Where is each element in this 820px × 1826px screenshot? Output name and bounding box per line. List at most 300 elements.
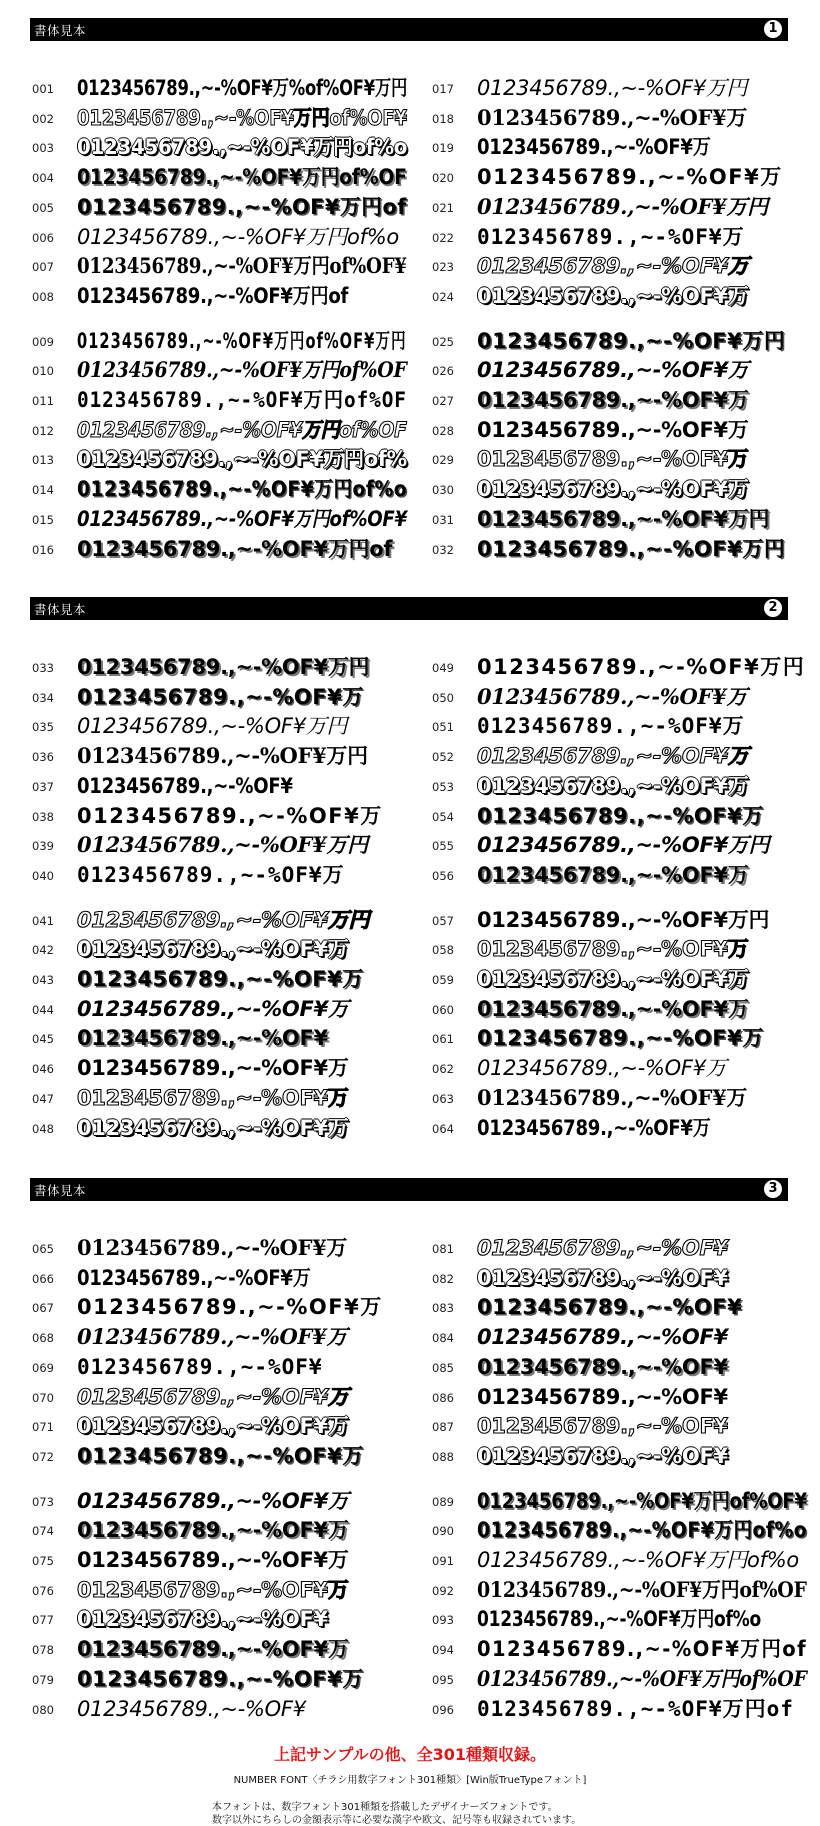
font-sample-text: 0123456789.,~-%OF¥万 bbox=[77, 1384, 349, 1409]
font-sample-text: 0123456789.,~-%OF¥万円of%OF bbox=[77, 388, 407, 412]
font-sample-text: 0123456789.,~-%OF¥万 bbox=[477, 683, 748, 709]
font-sample-row bbox=[432, 965, 812, 995]
font-number: 048 bbox=[32, 1121, 54, 1136]
font-sample-text: 0123456789.,~-%OF¥万円 bbox=[77, 714, 348, 739]
font-number: 012 bbox=[32, 423, 54, 438]
font-sample-text: 0123456789.,~-%OF¥万円 bbox=[477, 536, 786, 561]
font-number: 073 bbox=[32, 1494, 54, 1509]
font-sample-row bbox=[432, 223, 812, 253]
footer-note-2: 数字以外にちらしの金額表示等に必要な漢字や欧文、記号等も収録されています。 bbox=[212, 1815, 582, 1826]
font-sample-row bbox=[432, 505, 812, 535]
font-sample-text: 0123456789.,~-%OF¥万 bbox=[477, 388, 749, 412]
font-number: 028 bbox=[432, 423, 454, 438]
font-number: 066 bbox=[32, 1271, 54, 1286]
section-header-bar bbox=[30, 18, 788, 41]
font-sample-row bbox=[432, 193, 812, 223]
font-sample-text: 0123456789.,~-%OF¥万 bbox=[77, 1443, 364, 1468]
font-sample-row bbox=[432, 1293, 812, 1323]
font-number: 084 bbox=[432, 1331, 454, 1346]
font-number: 070 bbox=[32, 1390, 54, 1405]
font-sample-text: 0123456789.,~-%OF¥ bbox=[477, 1236, 728, 1260]
font-number: 076 bbox=[32, 1583, 54, 1598]
font-number: 044 bbox=[32, 1002, 54, 1017]
font-sample-row bbox=[432, 1383, 812, 1413]
font-number: 090 bbox=[432, 1524, 454, 1539]
font-sample-row bbox=[32, 1383, 412, 1413]
font-number: 069 bbox=[32, 1360, 54, 1375]
font-sample-row bbox=[32, 935, 412, 965]
font-number: 030 bbox=[432, 483, 454, 498]
font-sample-row bbox=[32, 1546, 412, 1576]
font-sample-text: 0123456789.,~-%OF¥万円 bbox=[77, 743, 368, 769]
section-number-badge: 2 bbox=[764, 599, 782, 617]
font-sample-row bbox=[32, 252, 412, 282]
font-number: 014 bbox=[32, 483, 54, 498]
section-number-badge: 3 bbox=[764, 1180, 782, 1198]
font-sample-text: 0123456789.,~-%OF¥万円 bbox=[477, 328, 786, 353]
font-number: 093 bbox=[432, 1613, 454, 1628]
font-sample-row bbox=[32, 1353, 412, 1383]
font-sample-row bbox=[32, 327, 412, 357]
font-sample-text: 0123456789.,~-%OF¥万 bbox=[77, 1488, 349, 1513]
font-sample-row bbox=[32, 1487, 412, 1517]
font-sample-row bbox=[432, 802, 812, 832]
font-number: 024 bbox=[432, 289, 454, 304]
font-number: 027 bbox=[432, 394, 454, 408]
font-sample-text: 0123456789.,~-%OF¥ bbox=[477, 1354, 728, 1379]
font-sample-text: 0123456789.,~-%OF¥万 bbox=[477, 358, 749, 383]
font-number: 010 bbox=[32, 364, 54, 379]
font-sample-text: 0123456789.,~-%OF¥万円of% bbox=[77, 447, 407, 472]
section-title: 書体見本 bbox=[34, 602, 87, 617]
font-number: 001 bbox=[32, 82, 54, 96]
font-number: 067 bbox=[32, 1301, 54, 1316]
font-number: 011 bbox=[32, 394, 54, 408]
font-sample-text: 0123456789.,~-%OF¥ bbox=[477, 1414, 728, 1439]
font-number: 049 bbox=[432, 661, 454, 675]
font-sample-row bbox=[32, 1323, 412, 1353]
font-number: 059 bbox=[432, 973, 454, 987]
font-sample-row bbox=[432, 163, 812, 193]
font-sample-text: 0123456789.,~-%OF¥万円 bbox=[77, 832, 368, 858]
font-sample-text: 0123456789.,~-%OF¥ bbox=[477, 1295, 743, 1320]
font-number: 065 bbox=[32, 1242, 54, 1256]
font-sample-row bbox=[32, 133, 412, 163]
font-sample-text: 0123456789.,~-%OF¥万 bbox=[77, 1056, 349, 1081]
section-title: 書体見本 bbox=[34, 23, 87, 38]
font-sample-text: 0123456789.,~-%OF¥万 bbox=[477, 417, 749, 442]
font-sample-row bbox=[432, 1412, 812, 1442]
font-number: 021 bbox=[432, 200, 454, 215]
font-sample-text: 0123456789.,~-%OF¥万 bbox=[477, 937, 749, 962]
font-number: 026 bbox=[432, 364, 454, 379]
font-sample-text: 0123456789.,~-%OF¥万 bbox=[77, 1518, 349, 1543]
font-sample-text: 0123456789.,~-%OF¥万円of bbox=[77, 283, 349, 308]
font-number: 071 bbox=[32, 1420, 54, 1435]
font-sample-row bbox=[432, 1635, 812, 1665]
font-sample-text: 0123456789.,~-%OF¥万 bbox=[77, 1115, 349, 1140]
font-number: 083 bbox=[432, 1301, 454, 1316]
font-number: 051 bbox=[432, 720, 454, 735]
section-header-bar bbox=[30, 597, 788, 620]
font-sample-row bbox=[432, 1353, 812, 1383]
font-sample-row bbox=[432, 1323, 812, 1353]
font-number: 032 bbox=[432, 542, 454, 557]
font-number: 089 bbox=[432, 1494, 454, 1509]
font-sample-text: 0123456789.,~-%OF¥万円 bbox=[477, 907, 770, 932]
font-sample-row bbox=[32, 1114, 412, 1144]
font-sample-text: 0123456789.,~-%OF¥万 bbox=[477, 744, 749, 769]
font-sample-row bbox=[432, 1234, 812, 1264]
font-sample-row bbox=[432, 1024, 812, 1054]
font-number: 036 bbox=[32, 750, 54, 765]
font-number: 022 bbox=[432, 230, 454, 245]
font-number: 078 bbox=[32, 1643, 54, 1658]
font-number: 094 bbox=[432, 1643, 454, 1658]
font-number: 055 bbox=[432, 839, 454, 854]
font-sample-row bbox=[432, 445, 812, 475]
font-sample-row bbox=[32, 1054, 412, 1084]
font-number: 092 bbox=[432, 1583, 454, 1598]
font-sample-text: 0123456789.,~-%OF¥万 bbox=[477, 862, 749, 887]
font-sample-row bbox=[32, 772, 412, 802]
font-sample-text: 0123456789.,~-%OF¥万 bbox=[477, 135, 711, 160]
font-sample-text: 0123456789.,~-%OF¥万円 bbox=[477, 506, 770, 531]
font-sample-row bbox=[32, 535, 412, 565]
font-sample-text: 0123456789.,~-%OF¥万円 bbox=[477, 655, 806, 679]
font-number: 039 bbox=[32, 839, 54, 854]
font-sample-row bbox=[432, 712, 812, 742]
font-sample-row bbox=[432, 653, 812, 683]
font-number: 045 bbox=[32, 1032, 54, 1047]
font-number: 006 bbox=[32, 230, 54, 245]
font-sample-text: 0123456789.,~-%OF¥万 bbox=[477, 1084, 748, 1110]
font-sample-row bbox=[432, 861, 812, 891]
font-sample-text: 0123456789.,~-%OF¥万 bbox=[477, 254, 749, 279]
font-sample-text: 0123456789.,~-%OF¥ bbox=[77, 773, 293, 798]
font-sample-text: 0123456789.,~-%OF¥万 bbox=[77, 1414, 349, 1439]
font-number: 052 bbox=[432, 750, 454, 765]
font-sample-text: 0123456789.,~-%OF¥ bbox=[77, 1607, 328, 1632]
font-sample-text: 0123456789.,~-%OF¥万 bbox=[77, 1295, 383, 1320]
font-sample-text: 0123456789.,~-%OF¥万円of%OF¥ bbox=[77, 506, 407, 531]
font-sample-row bbox=[432, 252, 812, 282]
font-sample-text: 0123456789.,~-%OF¥万 bbox=[77, 1324, 348, 1350]
font-sample-row bbox=[32, 683, 412, 713]
font-sample-text: 0123456789.,~-%OF¥万円 bbox=[77, 907, 370, 932]
font-sample-row bbox=[32, 386, 412, 416]
font-sample-text: 0123456789.,~-%OF¥ bbox=[77, 1354, 323, 1379]
font-number: 003 bbox=[32, 141, 54, 156]
font-sample-text: 0123456789.,~-%OF¥万円of%o bbox=[477, 1607, 761, 1632]
font-sample-text: 0123456789.,~-%OF¥万 bbox=[77, 1265, 311, 1290]
font-sample-text: 0123456789.,~-%OF¥ bbox=[477, 1325, 728, 1350]
font-number: 054 bbox=[432, 809, 454, 824]
font-sample-row bbox=[432, 1487, 812, 1517]
font-sample-text: 0123456789.,~-%OF¥万円 bbox=[477, 76, 748, 100]
font-sample-row bbox=[432, 1054, 812, 1084]
font-sample-text: 0123456789.,~-%OF¥万円of%o bbox=[77, 135, 408, 160]
font-sample-text: 0123456789.,~-%OF¥万 bbox=[77, 684, 364, 709]
font-sample-row bbox=[432, 935, 812, 965]
font-sample-text: 0123456789.,~-%OF¥万円of%OF bbox=[77, 357, 407, 383]
font-sample-text: 0123456789.,~-%OF¥万円 bbox=[77, 655, 370, 679]
font-sample-text: 0123456789.,~-%OF¥ bbox=[477, 1265, 728, 1290]
font-number: 096 bbox=[432, 1702, 454, 1717]
font-sample-text: 0123456789.,~-%OF¥万 bbox=[77, 1577, 349, 1602]
font-number: 004 bbox=[32, 171, 54, 186]
font-sample-row bbox=[32, 1605, 412, 1635]
font-sample-text: 0123456789.,~-%OF¥万 bbox=[77, 1548, 349, 1572]
font-sample-row bbox=[432, 831, 812, 861]
font-number: 017 bbox=[432, 82, 454, 96]
font-sample-row bbox=[32, 1293, 412, 1323]
font-sample-text: 0123456789.,~-%OF¥万円of%o bbox=[77, 224, 399, 249]
font-sample-text: 0123456789.,~-%OF¥万円 bbox=[477, 193, 768, 219]
footer-headline: 上記サンプルの他、全301種類収録。 bbox=[274, 1745, 546, 1764]
font-sample-row bbox=[32, 163, 412, 193]
font-number: 050 bbox=[432, 690, 454, 705]
font-number: 040 bbox=[32, 868, 54, 883]
font-sample-row bbox=[432, 535, 812, 565]
font-sample-text: 0123456789.,~-%OF¥万 bbox=[77, 996, 349, 1021]
font-sample-text: 0123456789.,~-%OF¥万円of%OF¥万円 bbox=[77, 328, 407, 353]
font-sample-row bbox=[32, 1084, 412, 1114]
font-sample-row bbox=[432, 133, 812, 163]
font-sample-row bbox=[32, 906, 412, 936]
font-sample-text: 0123456789.,~-%OF¥万円of%OF bbox=[77, 165, 407, 190]
font-number: 016 bbox=[32, 542, 54, 557]
font-number: 038 bbox=[32, 809, 54, 824]
font-number: 088 bbox=[432, 1449, 454, 1464]
font-sample-row bbox=[432, 742, 812, 772]
section-number-badge: 1 bbox=[764, 20, 782, 38]
font-number: 077 bbox=[32, 1613, 54, 1628]
font-sample-row bbox=[32, 1516, 412, 1546]
font-sample-row bbox=[32, 1442, 412, 1472]
font-sample-text: 0123456789.,~-%OF¥ bbox=[477, 1384, 728, 1409]
font-number: 007 bbox=[32, 260, 54, 275]
font-sample-text: 0123456789.,~-%OF¥万円of%OF¥ bbox=[77, 253, 407, 279]
font-sample-text: 0123456789.,~-%OF¥ bbox=[77, 1696, 306, 1721]
font-sample-text: 0123456789.,~-%OF¥万円of%OF¥ bbox=[477, 1488, 807, 1513]
font-sample-row bbox=[432, 1695, 812, 1725]
font-sample-text: 0123456789.,~-%OF¥万円 bbox=[477, 833, 770, 858]
font-sample-row bbox=[32, 445, 412, 475]
font-sample-text: 0123456789.,~-%OF¥万円of%o bbox=[477, 1548, 799, 1572]
font-sample-row bbox=[432, 1114, 812, 1144]
font-number: 041 bbox=[32, 913, 54, 928]
font-sample-row bbox=[32, 1024, 412, 1054]
font-sample-text: 0123456789.,~-%OF¥万 bbox=[477, 224, 745, 249]
font-number: 075 bbox=[32, 1554, 54, 1568]
font-sample-row bbox=[432, 74, 812, 104]
section-header-bar bbox=[30, 1178, 788, 1201]
font-sample-text: 0123456789.,~-%OF¥万円of%OF bbox=[477, 1576, 807, 1602]
font-sample-row bbox=[432, 1264, 812, 1294]
font-number: 062 bbox=[432, 1062, 454, 1077]
font-number: 061 bbox=[432, 1032, 454, 1047]
font-sample-row bbox=[32, 1665, 412, 1695]
font-number: 033 bbox=[32, 661, 54, 675]
font-sample-text: 0123456789.,~-%OF¥万 bbox=[477, 447, 749, 472]
font-sample-text: 0123456789.,~-%OF¥万 bbox=[477, 967, 749, 991]
font-sample-row bbox=[432, 356, 812, 386]
font-sample-text: 0123456789.,~-%OF¥万円of bbox=[77, 536, 393, 561]
footer-note-1: 本フォントは、数字フォント301種類を搭載したデザイナーズフォントです。 bbox=[212, 1802, 558, 1813]
font-sample-row bbox=[432, 327, 812, 357]
font-number: 056 bbox=[432, 868, 454, 883]
font-sample-row bbox=[432, 1546, 812, 1576]
font-sample-text: 0123456789.,~-%OF¥万円of bbox=[477, 1696, 794, 1721]
font-number: 095 bbox=[432, 1672, 454, 1687]
font-sample-row bbox=[32, 104, 412, 134]
font-number: 058 bbox=[432, 943, 454, 958]
font-number: 015 bbox=[32, 512, 54, 527]
font-sample-text: 0123456789.,~-%OF¥万 bbox=[477, 714, 745, 739]
font-number: 008 bbox=[32, 289, 54, 304]
font-sample-text: 0123456789.,~-%OF¥万 bbox=[477, 1056, 727, 1081]
font-sample-text: 0123456789.,~-%OF¥万 bbox=[477, 165, 783, 190]
font-sample-text: 0123456789.,~-%OF¥万円of bbox=[77, 194, 407, 219]
font-sample-row bbox=[432, 906, 812, 936]
font-sample-text: 0123456789.,~-%OF¥万 bbox=[77, 1666, 364, 1691]
font-number: 068 bbox=[32, 1331, 54, 1346]
font-sample-row bbox=[432, 416, 812, 446]
font-sample-text: 0123456789.,~-%OF¥ bbox=[77, 1026, 328, 1051]
font-sample-row bbox=[32, 1695, 412, 1725]
font-sample-row bbox=[32, 861, 412, 891]
font-sample-text: 0123456789.,~-%OF¥万 bbox=[77, 967, 364, 991]
font-number: 042 bbox=[32, 943, 54, 958]
font-number: 079 bbox=[32, 1672, 54, 1687]
font-number: 091 bbox=[432, 1554, 454, 1568]
footer-product-line: NUMBER FONT〈チラシ用数字フォント301種類〉[Win版TrueTypeフォント] bbox=[233, 1775, 587, 1786]
font-sample-text: 0123456789.,~-%OF¥万円of%OF bbox=[77, 417, 407, 442]
font-number: 046 bbox=[32, 1062, 54, 1077]
font-sample-text: 0123456789.,~-%OF¥万 bbox=[477, 803, 764, 828]
font-number: 043 bbox=[32, 973, 54, 987]
font-sample-text: 0123456789.,~-%OF¥万円of%OF bbox=[477, 1665, 807, 1691]
font-sample-row bbox=[432, 282, 812, 312]
font-sample-row bbox=[432, 104, 812, 134]
font-number: 080 bbox=[32, 1702, 54, 1717]
font-sample-row bbox=[32, 74, 412, 104]
font-sample-text: 0123456789.,~-%OF¥万 bbox=[77, 1235, 348, 1260]
font-sample-row bbox=[32, 1576, 412, 1606]
font-number: 009 bbox=[32, 334, 54, 349]
font-number: 031 bbox=[432, 512, 454, 527]
font-sample-text: 0123456789.,~-%OF¥万 bbox=[477, 477, 749, 502]
font-sample-text: 0123456789.,~-%OF¥万 bbox=[477, 996, 749, 1021]
font-sample-text: 0123456789.,~-%OF¥万円of%o bbox=[77, 477, 408, 502]
font-number: 037 bbox=[32, 779, 54, 794]
section-title: 書体見本 bbox=[34, 1183, 87, 1198]
font-number: 063 bbox=[432, 1091, 454, 1106]
font-number: 018 bbox=[432, 111, 454, 126]
font-sample-row bbox=[32, 505, 412, 535]
font-sample-row bbox=[432, 772, 812, 802]
font-sample-text: 0123456789.,~-%OF¥万 bbox=[477, 283, 749, 308]
font-sample-row bbox=[32, 1412, 412, 1442]
font-sample-row bbox=[32, 1234, 412, 1264]
font-sample-row bbox=[432, 683, 812, 713]
font-number: 082 bbox=[432, 1271, 454, 1286]
font-sample-row bbox=[32, 965, 412, 995]
font-sample-row bbox=[432, 1665, 812, 1695]
font-number: 025 bbox=[432, 334, 454, 349]
font-sample-row bbox=[432, 1442, 812, 1472]
font-sample-text: 0123456789.,~-%OF¥万 bbox=[77, 1085, 349, 1110]
font-sample-text: 0123456789.,~-%OF¥万 bbox=[77, 1637, 349, 1662]
font-number: 064 bbox=[432, 1121, 454, 1136]
font-sample-row bbox=[432, 1605, 812, 1635]
font-sample-text: 0123456789.,~-%OF¥万 bbox=[77, 937, 349, 962]
font-number: 029 bbox=[432, 453, 454, 468]
font-number: 020 bbox=[432, 171, 454, 186]
font-sample-row bbox=[32, 995, 412, 1025]
font-sample-row bbox=[32, 356, 412, 386]
font-sample-row bbox=[32, 1635, 412, 1665]
font-number: 057 bbox=[432, 913, 454, 928]
font-number: 035 bbox=[32, 720, 54, 735]
font-sample-row bbox=[32, 831, 412, 861]
font-sample-row bbox=[432, 1576, 812, 1606]
font-number: 023 bbox=[432, 260, 454, 275]
font-number: 081 bbox=[432, 1242, 454, 1256]
font-sample-row bbox=[32, 712, 412, 742]
font-sample-row bbox=[32, 193, 412, 223]
font-sample-row bbox=[32, 653, 412, 683]
font-sample-row bbox=[432, 475, 812, 505]
font-sample-row bbox=[32, 282, 412, 312]
font-number: 002 bbox=[32, 111, 54, 126]
font-number: 053 bbox=[432, 779, 454, 794]
font-sample-text: 0123456789.,~-%OF¥万 bbox=[477, 104, 748, 130]
font-number: 019 bbox=[432, 141, 454, 156]
font-number: 013 bbox=[32, 453, 54, 468]
font-number: 074 bbox=[32, 1524, 54, 1539]
font-sample-text: 0123456789.,~-%OF¥万円of%OF¥ bbox=[77, 105, 407, 130]
font-number: 085 bbox=[432, 1360, 454, 1375]
font-sample-row bbox=[32, 742, 412, 772]
font-sample-row bbox=[32, 475, 412, 505]
font-sample-text: 0123456789.,~-%OF¥ bbox=[477, 1443, 728, 1468]
font-number: 072 bbox=[32, 1449, 54, 1464]
font-sample-row bbox=[32, 223, 412, 253]
font-sample-row bbox=[432, 1516, 812, 1546]
font-sample-text: 0123456789.,~-%OF¥万円of bbox=[477, 1637, 807, 1662]
font-sample-text: 0123456789.,~-%OF¥万 bbox=[77, 862, 345, 887]
font-number: 047 bbox=[32, 1091, 54, 1106]
font-sample-row bbox=[432, 386, 812, 416]
font-number: 034 bbox=[32, 690, 54, 705]
font-sample-row bbox=[32, 1264, 412, 1294]
font-sample-text: 0123456789.,~-%OF¥万 bbox=[477, 1115, 711, 1140]
font-sample-row bbox=[432, 1084, 812, 1114]
font-number: 060 bbox=[432, 1002, 454, 1017]
font-sample-row bbox=[432, 995, 812, 1025]
font-number: 087 bbox=[432, 1420, 454, 1435]
font-number: 005 bbox=[32, 200, 54, 215]
font-sample-text: 0123456789.,~-%OF¥万 bbox=[77, 803, 383, 828]
font-number: 086 bbox=[432, 1390, 454, 1405]
font-sample-text: 0123456789.,~-%OF¥万 bbox=[477, 1026, 764, 1051]
font-sample-text: 0123456789.,~-%OF¥万%of%OF¥万円 bbox=[77, 76, 408, 100]
font-sample-row bbox=[32, 802, 412, 832]
font-sample-text: 0123456789.,~-%OF¥万円of%o bbox=[477, 1518, 808, 1543]
font-sample-text: 0123456789.,~-%OF¥万 bbox=[477, 773, 749, 798]
